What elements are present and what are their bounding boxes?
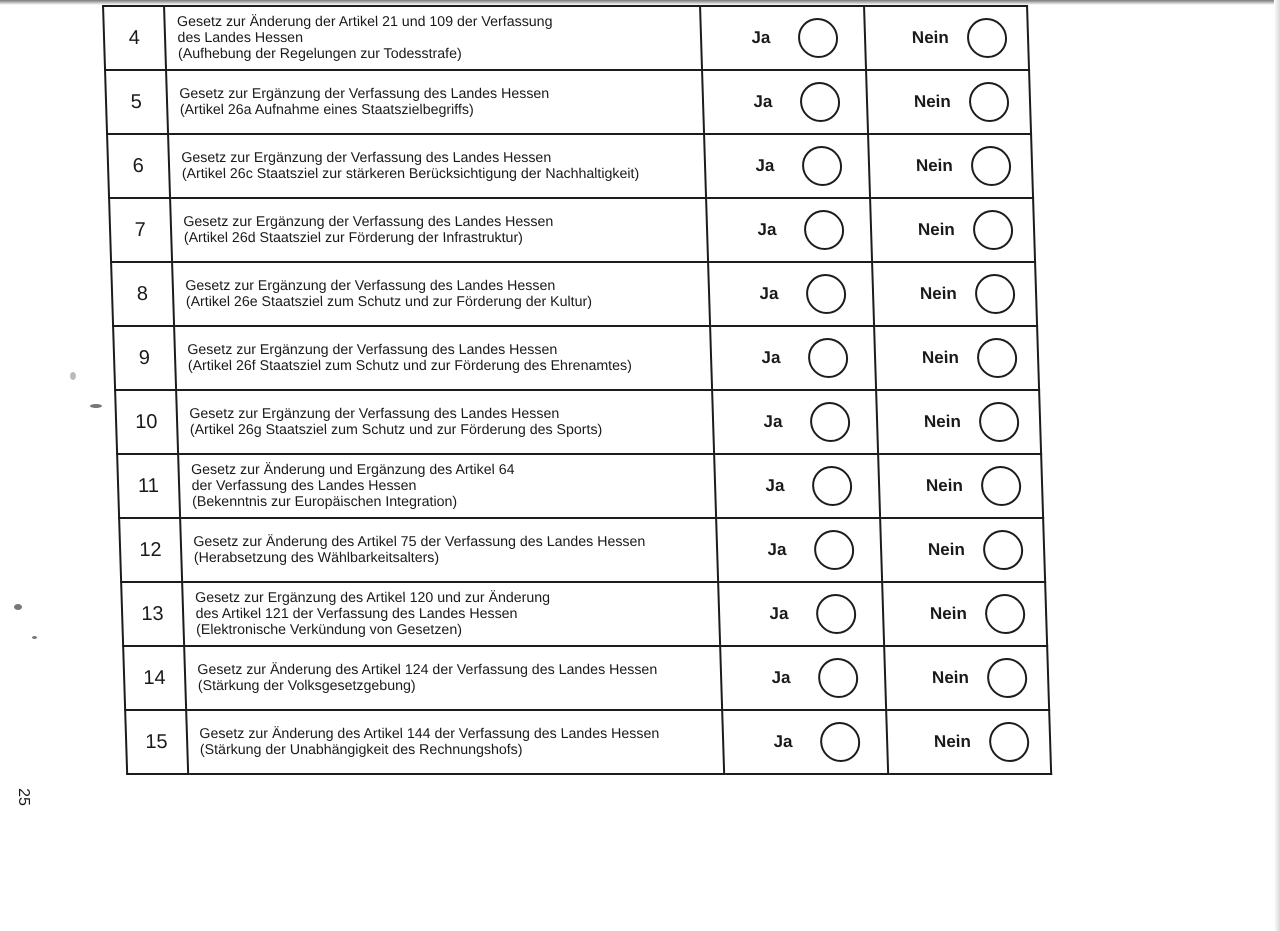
vote-no-label: Nein [925,476,964,495]
vote-no-cell [884,646,1049,710]
vote-no-option [883,594,1046,634]
vote-yes-option [714,402,877,442]
vote-no-label: Nein [933,732,972,751]
ballot-row [115,390,1041,454]
description-line: des Artikel 121 der Verfassung des Landes Hessen [195,606,518,622]
vote-no-option [865,18,1028,58]
vote-yes-label: Ja [773,732,793,751]
description-line: der Verfassung des Landes Hessen [191,478,417,494]
ballot-row [111,262,1037,326]
vote-yes-circle[interactable] [816,594,857,634]
ballot-row-description [180,518,719,582]
ballot-row [105,70,1031,134]
vote-no-option [869,146,1032,186]
vote-no-circle[interactable] [984,594,1025,634]
vote-no-option [879,466,1042,506]
ballot-row [103,6,1029,70]
vote-no-cell [864,6,1029,70]
ballot-row-number: 8 [111,262,174,326]
ballot-row-number: 10 [115,390,178,454]
description-line: Gesetz zur Änderung und Ergänzung des Artikel 64 [190,462,515,478]
description-line: (Artikel 26g Staatsziel zum Schutz und zur Förderung des Sports) [189,422,603,438]
vote-yes-label: Ja [765,476,785,495]
vote-yes-cell [718,582,883,646]
description-line: Gesetz zur Ergänzung der Verfassung des Landes Hessen [181,150,552,166]
vote-no-circle[interactable] [978,402,1019,442]
vote-yes-cell [702,70,867,134]
ballot-row-number: 12 [119,518,182,582]
ballot-row-number: 4 [103,6,166,70]
vote-yes-option [712,338,875,378]
vote-yes-circle[interactable] [804,210,845,250]
vote-yes-cell [716,518,881,582]
ballot-row-description [186,710,725,774]
description-line: Gesetz zur Änderung des Artikel 75 der Verfassung des Landes Hessen [193,534,646,550]
vote-no-circle[interactable] [986,658,1027,698]
ballot-row-description [184,646,723,710]
description-line: (Herabsetzung des Wählbarkeitsalters) [193,550,440,566]
ballot-row-description [166,70,705,134]
vote-no-cell [876,390,1041,454]
description-line: (Artikel 26c Staatsziel zur stärkeren Berücksichtigung der Nachhaltigkeit) [181,166,640,182]
vote-no-circle[interactable] [966,18,1007,58]
vote-yes-circle[interactable] [808,338,849,378]
vote-no-option [887,722,1050,762]
description-line: (Artikel 26a Aufnahme eines Staatszielbegriffs) [179,102,474,118]
ballot-row-description [172,262,711,326]
vote-no-option [871,210,1034,250]
description-line: Gesetz zur Ergänzung der Verfassung des Landes Hessen [183,214,554,230]
vote-yes-option [722,658,885,698]
vote-no-label: Nein [927,540,966,559]
vote-yes-circle[interactable] [806,274,847,314]
description-line: (Artikel 26d Staatsziel zur Förderung der Infrastruktur) [183,230,524,246]
vote-no-circle[interactable] [982,530,1023,570]
vote-no-option [867,82,1030,122]
vote-no-label: Nein [915,156,954,175]
ballot-row-number: 9 [113,326,176,390]
vote-no-label: Nein [911,28,950,47]
vote-yes-label: Ja [755,156,775,175]
ballot-row-description [170,198,709,262]
vote-no-label: Nein [921,348,960,367]
description-line: Gesetz zur Ergänzung des Artikel 120 und zur Änderung [194,590,551,606]
vote-yes-label: Ja [757,220,777,239]
vote-yes-option [708,210,871,250]
vote-yes-label: Ja [769,604,789,623]
vote-yes-cell [714,454,879,518]
vote-no-cell [870,198,1035,262]
ballot-row-description [176,390,715,454]
vote-yes-label: Ja [763,412,783,431]
vote-no-option [877,402,1040,442]
vote-yes-option [704,82,867,122]
ballot-row-number: 11 [117,454,180,518]
description-line: (Artikel 26f Staatsziel zum Schutz und zur Förderung des Ehrenamtes) [187,358,633,374]
vote-yes-option [710,274,873,314]
vote-yes-circle[interactable] [810,402,851,442]
description-line: Gesetz zur Änderung des Artikel 144 der Verfassung des Landes Hessen [199,726,660,742]
vote-no-option [881,530,1044,570]
ballot-row [119,518,1045,582]
vote-no-option [885,658,1048,698]
scan-speck [70,372,76,380]
vote-yes-option [718,530,881,570]
vote-no-circle[interactable] [970,146,1011,186]
description-line: Gesetz zur Ergänzung der Verfassung des Landes Hessen [187,342,558,358]
ballot-row [107,134,1033,198]
vote-yes-cell [704,134,869,198]
vote-no-label: Nein [913,92,952,111]
description-line: Gesetz zur Ergänzung der Verfassung des Landes Hessen [185,278,556,294]
ballot-row-description [178,454,717,518]
ballot-row-description [182,582,721,646]
vote-yes-circle[interactable] [802,146,843,186]
vote-no-option [873,274,1036,314]
description-line: Gesetz zur Ergänzung der Verfassung des Landes Hessen [189,406,560,422]
ballot-row [109,198,1035,262]
vote-yes-option [706,146,869,186]
vote-no-circle[interactable] [988,722,1029,762]
vote-yes-label: Ja [767,540,787,559]
vote-no-circle[interactable] [972,210,1013,250]
description-line: (Artikel 26e Staatsziel zum Schutz und zur Förderung der Kultur) [185,294,593,310]
vote-yes-cell [710,326,875,390]
vote-yes-circle[interactable] [812,466,853,506]
scan-speck [14,604,22,610]
vote-no-cell [872,262,1037,326]
ballot-row [117,454,1043,518]
vote-yes-label: Ja [751,28,771,47]
vote-yes-cell [720,646,885,710]
ballot-row-number: 6 [107,134,170,198]
vote-no-option [875,338,1038,378]
vote-no-cell [880,518,1045,582]
vote-yes-label: Ja [761,348,781,367]
vote-yes-circle[interactable] [820,722,861,762]
vote-yes-option [716,466,879,506]
vote-yes-cell [706,198,871,262]
scan-speck [32,636,37,639]
description-line: (Stärkung der Volksgesetzgebung) [197,678,416,694]
vote-yes-label: Ja [759,284,779,303]
scan-speck [90,404,102,408]
vote-no-circle[interactable] [968,82,1009,122]
ballot-row-number: 14 [123,646,186,710]
page-number: 25 [14,788,32,806]
description-line: des Landes Hessen [177,30,304,46]
vote-yes-label: Ja [771,668,791,687]
vote-no-label: Nein [929,604,968,623]
ballot-row-description [174,326,713,390]
vote-no-circle[interactable] [974,274,1015,314]
ballot-row-number: 5 [105,70,168,134]
scan-right-edge [1274,0,1280,931]
ballot-row [113,326,1039,390]
description-line: Gesetz zur Änderung des Artikel 124 der Verfassung des Landes Hessen [197,662,658,678]
description-line: (Elektronische Verkündung von Gesetzen) [195,622,463,638]
ballot-row-description [168,134,707,198]
description-line: Gesetz zur Änderung der Artikel 21 und 109 der Verfassung [176,14,553,30]
vote-no-cell [882,582,1047,646]
ballot-row-description [164,6,703,70]
vote-no-circle[interactable] [980,466,1021,506]
vote-no-label: Nein [931,668,970,687]
ballot-row [123,646,1049,710]
ballot-row-number: 13 [121,582,184,646]
ballot-row-number: 15 [125,710,188,774]
vote-no-cell [874,326,1039,390]
vote-yes-circle[interactable] [800,82,841,122]
vote-yes-cell [708,262,873,326]
description-line: (Stärkung der Unabhängigkeit des Rechnungshofs) [199,742,523,758]
vote-yes-label: Ja [753,92,773,111]
vote-yes-cell [722,710,887,774]
description-line: (Bekenntnis zur Europäischen Integration) [191,494,458,510]
vote-no-cell [878,454,1043,518]
vote-yes-cell [712,390,877,454]
description-line: Gesetz zur Ergänzung der Verfassung des Landes Hessen [179,86,550,102]
vote-no-label: Nein [917,220,956,239]
description-line: (Aufhebung der Regelungen zur Todesstrafe) [177,46,462,62]
vote-no-cell [886,710,1051,774]
vote-yes-circle[interactable] [814,530,855,570]
vote-yes-option [720,594,883,634]
vote-no-label: Nein [923,412,962,431]
ballot-row [125,710,1051,774]
vote-yes-option [724,722,887,762]
vote-no-label: Nein [919,284,958,303]
vote-no-cell [866,70,1031,134]
ballot-table-body [103,6,1051,774]
ballot-table [102,5,1052,775]
vote-no-cell [868,134,1033,198]
vote-yes-option [702,18,865,58]
vote-yes-cell [700,6,865,70]
vote-yes-circle[interactable] [798,18,839,58]
vote-no-circle[interactable] [976,338,1017,378]
ballot-row [121,582,1047,646]
vote-yes-circle[interactable] [818,658,859,698]
ballot-row-number: 7 [109,198,172,262]
